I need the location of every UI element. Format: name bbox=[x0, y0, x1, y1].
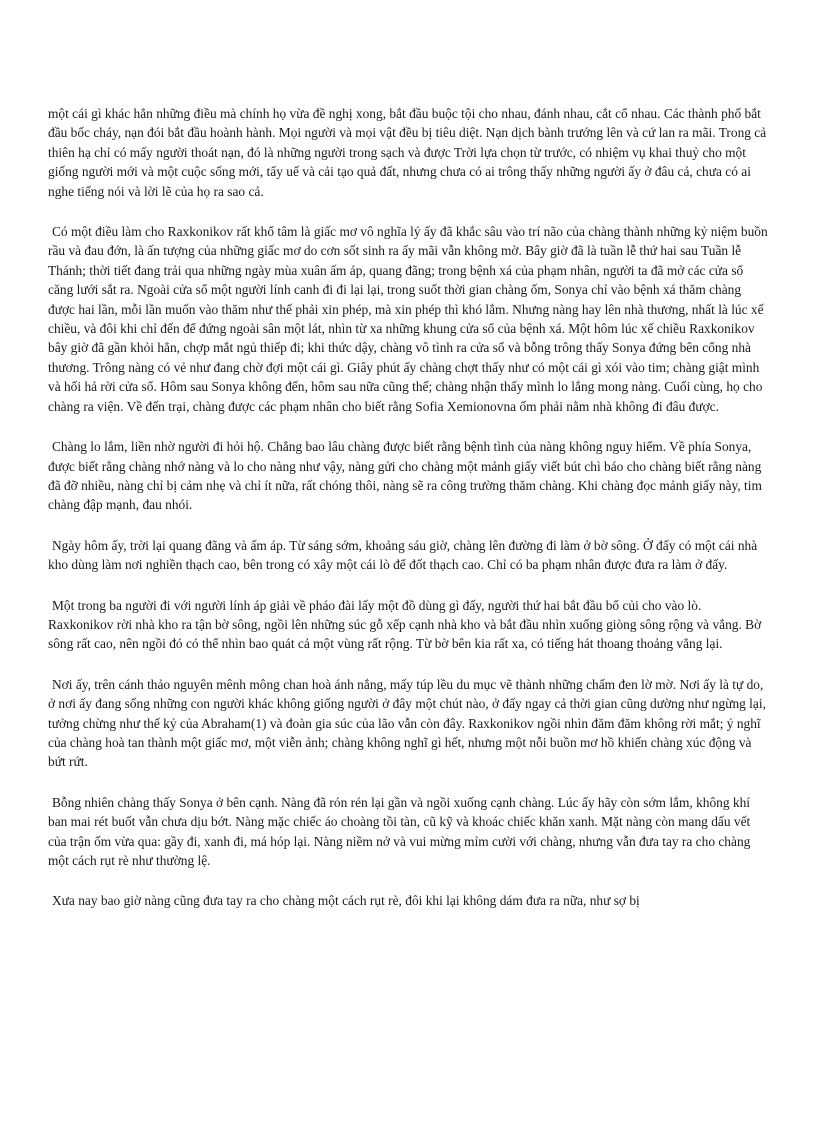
paragraph-7: Bỗng nhiên chàng thấy Sonya ở bên cạnh. Nàng đã rón rén lại gần và ngồi xuống cạnh chàng. Lúc ấy hãy còn sớm lắm, không khí ban mai rét buốt vẫn chưa dịu bớt. Nàng mặc chiếc áo choàng tồi tàn, cũ kỹ và khoác chiếc khăn xanh. Mặt nàng còn mang dấu vết của trận ốm vừa qua: gầy đi, xanh đi, má hóp lại. Nàng niềm nở và vui mừng mỉm cười với chàng, nhưng vẫn đưa tay ra cho chàng một cách rụt rè như thường lệ. bbox=[48, 794, 751, 868]
paragraph-8: Xưa nay bao giờ nàng cũng đưa tay ra cho chàng một cách rụt rè, đôi khi lại không dám đưa ra nữa, như sợ bị bbox=[52, 893, 640, 909]
paragraph-6: Nơi ấy, trên cánh thảo nguyên mênh mông chan hoà ánh nắng, mấy túp lều du mục vẽ thành những chấm đen lờ mờ. Nơi ấy là tự do, ở nơi ấy đang sống những con người khác không giống người ở đây một chút nào, ở đấy ngay cả thời gian cũng dường như ngừng lại, tưởng chừng như thế kỷ của Abraham(1) và đoàn gia súc của lão vẫn còn đây. Raxkonikov ngồi nhìn đăm đăm không rời mắt; ý nghĩ của chàng hoà tan thành một giấc mơ, một viễn ảnh; chàng không nghĩ gì hết, nhưng một nỗi buồn mơ hồ khiến chàng xúc động và bứt rứt. bbox=[48, 676, 766, 770]
paragraph-3: Chàng lo lắm, liền nhờ người đi hỏi hộ. Chẳng bao lâu chàng được biết rằng bệnh tình của nàng không nguy hiểm. Về phía Sonya, được biết rằng chàng nhớ nàng và lo cho nàng như vậy, nàng gửi cho chàng một mảnh giấy viết bút chì báo cho chàng biết rằng nàng đã đỡ nhiều, nàng chỉ bị cảm nhẹ và chỉ ít nữa, rất chóng thôi, nàng sẽ ra công trường thăm chàng. Khi chàng đọc mảnh giấy này, tim chàng đập mạnh, đau nhói. bbox=[48, 439, 762, 513]
paragraph-2: Có một điều làm cho Raxkonikov rất khổ tâm là giấc mơ vô nghĩa lý ấy đã khắc sâu vào trí não của chàng thành những kỷ niệm buồn rầu và đau đớn, là ấn tượng của những giấc mơ do cơn sốt sinh ra ấy mãi vẫn không mờ. Bây giờ đã là tuần lễ thứ hai sau Tuần lễ Thánh; thời tiết đang trải qua những ngày mùa xuân ấm áp, quang đãng; trong bệnh xá của phạm nhân, người ta đã mở các cửa sổ căng lưới sắt ra. Ngoài cửa sổ một người lính canh đi đi lại lại, trong suốt thời gian chàng ốm, Sonya chỉ vào bệnh xá thăm chàng được hai lần, mỗi lần muốn vào thăm như thế phải xin phép, mà xin phép thì khó lắm. Nhưng nàng hay lên nhà thương, nhất là lúc xế chiều, và đôi khi chỉ đến để đứng ngoài sân một lát, nhìn từ xa những khung cửa sổ của bệnh xá. Một hôm lúc xế chiều Raxkonikov bây giờ đã gần khỏi hẳn, chợp mắt ngủ thiếp đi; khi thức dậy, chàng vô tình ra cửa sổ và bỗng trông thấy Sonya đứng bên cổng nhà thương. Trông nàng có vẻ như đang chờ đợi một cái gì. Giây phút ấy chàng chợt thấy như có một cái gì xói vào tim; chàng giật mình và hối hả rời cửa sổ. Hôm sau Sonya không đến, hôm sau nữa cũng thế; chàng nhận thấy mình lo lắng mong nàng. Cuối cùng, họ cho chàng ra viện. Về đến trại, chàng được các phạm nhân cho biết rằng Sofia Xemionovna ốm phải nằm nhà không đi đâu được. bbox=[48, 224, 768, 414]
paragraph-5: Một trong ba người đi với người lính áp giải về pháo đài lấy một đồ dùng gì đấy, người thứ hai bắt đầu bổ củi cho vào lò. Raxkonikov rời nhà kho ra tận bờ sông, ngồi lên những súc gỗ xếp cạnh nhà kho và bắt đầu nhìn xuống giòng sông rộng và vắng. Bờ sông rất cao, nên ngồi đó có thể nhìn bao quát cả một vùng rất rộng. Từ bờ bên kia rất xa, có tiếng hát thoang thoảng vẳng lại. bbox=[48, 597, 762, 652]
paragraph-4: Ngày hôm ấy, trời lại quang đãng và ấm áp. Từ sáng sớm, khoảng sáu giờ, chàng lên đường đi làm ở bờ sông. Ở đấy có một cái nhà kho dùng làm nơi nghiền thạch cao, bên trong có xây một cái lò để đốt thạch cao. Chỉ có ba phạm nhân được đưa ra làm ở đấy. bbox=[48, 537, 758, 573]
paragraph-1: một cái gì khác hẳn những điều mà chính họ vừa đề nghị xong, bắt đầu buộc tội cho nhau, đánh nhau, cắt cổ nhau. Các thành phố bắt đầu bốc cháy, nạn đói bắt đầu hoành hành. Mọi người và mọi vật đều bị tiêu diệt. Nạn dịch bành trướng lên và cứ lan ra mãi. Trong cả thiên hạ chỉ có mấy người thoát nạn, đó là những người trong sạch và được Trời lựa chọn từ trước, có nhiệm vụ khai thuỷ cho một giống người mới và một cuộc sống mới, tẩy uế và cải tạo quả đất, nhưng chưa có ai trông thấy những người ấy ở đâu cả, chưa có ai nghe tiếng nói và lời lẽ của họ ra sao cả. bbox=[48, 106, 767, 199]
